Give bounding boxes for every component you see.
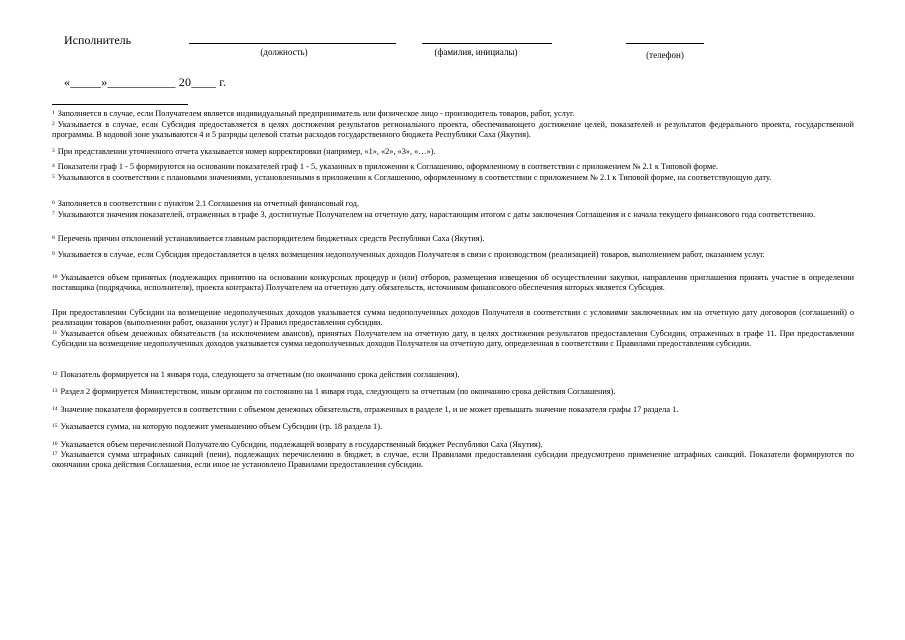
name-line <box>422 43 552 44</box>
footnote-7: $^7$ Указываются значения показателей, отраженных в графе 3, достигнутые Получателем на отчетную дату, нарастающим итогом с даты заключения Соглашения и с начала текущего финансового года соответственно. <box>52 210 816 219</box>
position-caption: (должность) <box>260 47 308 57</box>
footnote-17: $^{17}$ Указывается сумма штрафных санкций (пени), подлежащих перечислению в бюджет, в случае, если Правилами предоставления субсидии предусмотрено применение штрафных санкций. Показатели формируются по окончании срока действия Соглашения, если иное не установлено Правилами предоставления субсидии. <box>52 450 854 470</box>
footnote-13: $^{13}$ Раздел 2 формируется Министерством, иным органом по состоянию на 1 января года, следующего за отчетным (по окончанию срока действия Соглашения). <box>52 387 616 396</box>
position-line <box>189 43 396 44</box>
footnote-2: $^2$ Указывается в случае, если Субсидия предоставляется в целях достижения результатов регионального проекта, обеспечивающего достижение целей, показателей и результатов федерального проекта, государственной программы. В кодовой зоне указываются 4 и 5 разряды целевой статьи расходов государственного бюджета Республики Саха (Якутия). <box>52 120 854 140</box>
name-caption: (фамилия, инициалы) <box>434 47 518 57</box>
footnote-9: $^9$ Указывается в случае, если Субсидия предоставляется в целях возмещения недополученных доходов Получателя в связи с производством (реализацией) товаров, выполнением работ, оказанием услуг. <box>52 250 765 259</box>
footnote-10: $^{10}$ Указывается объем принятых (подлежащих принятию на основании конкурсных процедур и (или) отборов, размещения извещения об осуществлении закупки, направления приглашения принять участие в определении поставщика (подрядчика, исполнителя), проекта контракта) Получателем на отчетную дату обязательств, источником финансового обеспечения которых является Субсидия. <box>52 273 854 293</box>
footnote-16: $^{16}$ Указывается объем перечисленной Получателю Субсидии, подлежащей возврату в государственный бюджет Республики Саха (Якутия). <box>52 440 543 449</box>
footnote-3: $^3$ При представлении уточненного отчета указывается номер корректировки (например, «1», «2», «3», «…»). <box>52 147 436 156</box>
footnote-12: $^{12}$ Показатель формируется на 1 января года, следующего за отчетным (по окончанию срока действия соглашения). <box>52 370 460 379</box>
footnote-8: $^8$ Перечень причин отклонений устанавливается главным распорядителем бюджетных средств Республики Саха (Якутия). <box>52 234 485 243</box>
phone-caption: (телефон) <box>646 50 684 60</box>
footnote-1: $^1$ Заполняется в случае, если Получателем является индивидуальный предприниматель или физическое лицо - производитель товаров, работ, услуг. <box>52 109 575 118</box>
date-line: «_____»___________ 20____ г. <box>64 75 227 89</box>
executor-label: Исполнитель <box>64 33 132 47</box>
footnote-14: $^{14}$ Значение показателя формируется в соответствии с объемом денежных обязательств, отраженных в разделе 1, и не может превышать значение показателя графы 17 раздела 1. <box>52 405 679 414</box>
footnote-5: $^5$ Указываются в соответствии с плановыми значениями, установленными в приложении к Соглашению, оформленному в соответствии с приложением № 2.1 к Типовой форме, на соответствующую дату. <box>52 173 772 182</box>
footnote-separator <box>52 104 188 105</box>
footnote-6: $^6$ Заполняется в соответствии с пунктом 2.1 Соглашения на отчетный финансовый год. <box>52 199 360 208</box>
footnote-11: $^{11}$ Указывается объем денежных обязательств (за исключением авансов), принятых Получателем на отчетную дату, в целях достижения результатов предоставления Субсидии, отраженных в графе 11. При предоставлении Субсидии на возмещение недополученных доходов указывается сумма недополученных доходов Получателя на отчетную дату, определенная в соответствии с Правилами предоставления субсидии. <box>52 329 854 349</box>
phone-line <box>626 43 704 44</box>
footnote-10-continued: При предоставлении Субсидии на возмещение недополученных доходов указывается сумма недополученных доходов Получателя в соответствии с условиями заключенных им на отчетную дату договоров (соглашений) о реализации товаров (выполнении работ, оказании услуг) и Правил предоставления субсидии. <box>52 308 854 328</box>
footnote-4: $^4$ Показатели граф 1 - 5 формируются на основании показателей граф 1 - 5, указанных в приложении к Соглашению, оформленному в соответствии с приложением № 2.1 к Типовой форме. <box>52 162 718 171</box>
footnote-15: $^{15}$ Указывается сумма, на которую подлежит уменьшению объем Субсидии (гр. 18 раздела 1). <box>52 422 383 431</box>
